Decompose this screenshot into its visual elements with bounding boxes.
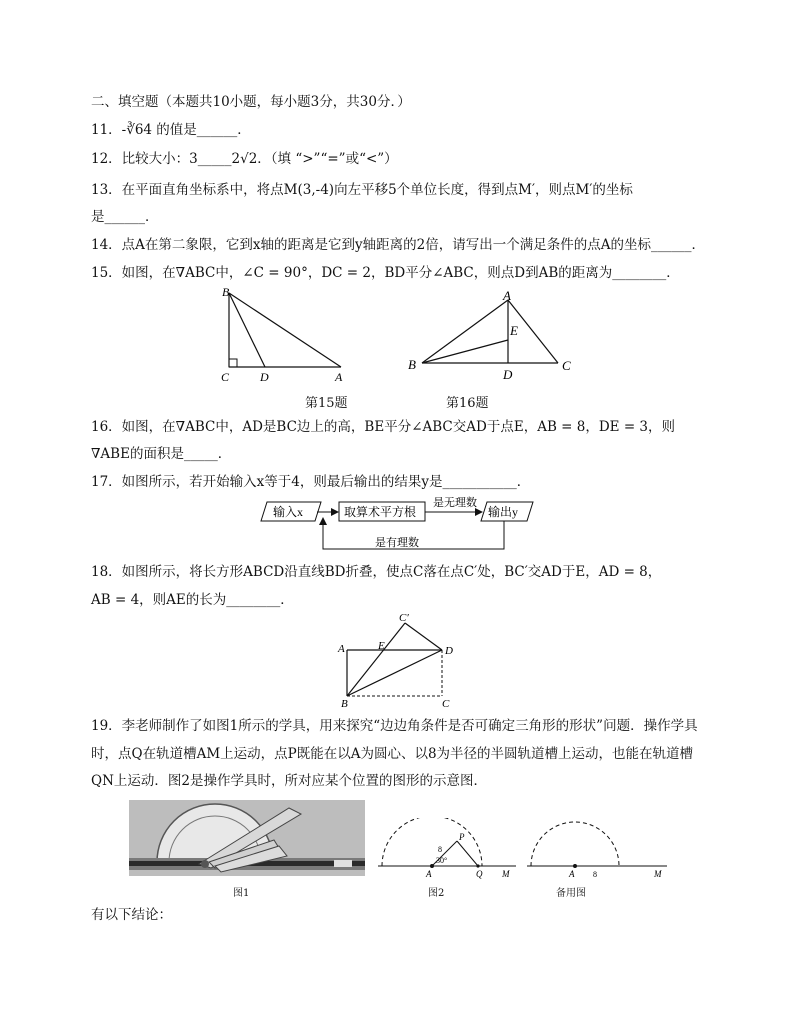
fig16-label-D: D (503, 367, 513, 382)
fig15-caption: 第15题 (305, 396, 348, 411)
figure-18 (335, 608, 465, 708)
fig16-caption: 第16题 (446, 396, 489, 411)
figure-2 (378, 818, 518, 880)
flow-process-label: 取算术平方根 (344, 505, 417, 519)
fig15-label-B: B (222, 285, 230, 299)
fig2-label-A: A (426, 869, 432, 879)
question-19-line1: 19．李老师制作了如图1所示的学具，用来探究“边边角条件是否可确定三角形的形状”问题．操作学具 (91, 718, 698, 734)
section-heading: 二、填空题（本题共10小题，每小题3分，共30分．） (91, 94, 411, 110)
fig3-label-8: 8 (593, 870, 597, 879)
fig2-label-M: M (502, 869, 510, 879)
fig15-label-A: A (335, 370, 343, 384)
conclusion-text: 有以下结论： (91, 907, 172, 923)
fig18-label-A: A (338, 643, 345, 655)
fig2-label-30: 30° (436, 856, 448, 865)
fig18-label-C: C (442, 698, 450, 708)
question-18-line2: AB = 4，则AE的长为________． (91, 592, 294, 608)
fig16-label-E: E (510, 323, 518, 338)
fig15-label-D: D (260, 370, 269, 384)
flow-input-label: 输入x (273, 505, 304, 519)
fig3-label-M: M (654, 869, 662, 879)
flow-output-label: 输出y (488, 505, 519, 519)
question-14: 14．点A在第二象限，它到x轴的距离是它到y轴距离的2倍，请写出一个满足条件的点A的坐标______． (91, 237, 706, 253)
fig1-caption: 图1 (233, 888, 250, 899)
fig19-photo (129, 800, 365, 876)
question-18-line1: 18．如图所示，将长方形ABCD沿直线BD折叠，使点C落在点C′处，BC′交AD于E，AD = 8， (91, 564, 662, 580)
figure-16 (402, 285, 582, 385)
question-13-line1: 13．在平面直角坐标系中，将点M(3,-4)向左平移5个单位长度，得到点M′，则点M′的坐标 (91, 182, 633, 198)
fig2-label-P: P (459, 832, 465, 842)
fig2-label-8: 8 (438, 845, 442, 854)
question-16-line2: ∇ABE的面积是_____． (91, 446, 232, 462)
question-13-line2: 是______． (91, 209, 159, 225)
fig16-label-C: C (562, 358, 571, 373)
fig18-label-E: E (378, 640, 385, 652)
fig18-label-Cp: C′ (399, 612, 409, 624)
fig15-label-C: C (221, 370, 230, 384)
question-12: 12．比较大小：3_____2√2．（填 “>”“=”或“<”） (91, 151, 398, 167)
fig18-label-B: B (341, 698, 348, 708)
fig2-label-Q: Q (476, 869, 483, 879)
fig16-label-B: B (408, 357, 416, 372)
fig18-label-D: D (445, 645, 453, 657)
question-17: 17．如图所示，若开始输入x等于4，则最后输出的结果y是___________． (91, 474, 531, 490)
fig16-label-A: A (503, 288, 511, 303)
question-11: 11．-∛64 的值是______． (91, 122, 251, 138)
question-19-line3: QN上运动．图2是操作学具时，所对应某个位置的图形的示意图． (91, 773, 487, 789)
flow-rational-label: 是有理数 (375, 537, 419, 549)
figure-15 (215, 285, 355, 385)
fig2-caption: 图2 (428, 888, 445, 899)
question-15: 15．如图，在∇ABC中，∠C = 90°，DC = 2，BD平分∠ABC，则点D到AB的距离为________． (91, 265, 680, 281)
flow-irrational-label: 是无理数 (433, 497, 477, 509)
flow-chart (255, 494, 540, 556)
question-19-line2: 时，点Q在轨道槽AM上运动，点P既能在以A为圆心、以8为半径的半圆轨道槽上运动，也能在轨道槽 (91, 746, 694, 762)
figure-backup (527, 818, 669, 880)
question-16-line1: 16．如图，在∇ABC中，AD是BC边上的高，BE平分∠ABC交AD于点E，AB = 8，DE = 3，则 (91, 419, 676, 435)
fig3-caption: 备用图 (556, 888, 586, 899)
fig3-label-A: A (569, 869, 575, 879)
